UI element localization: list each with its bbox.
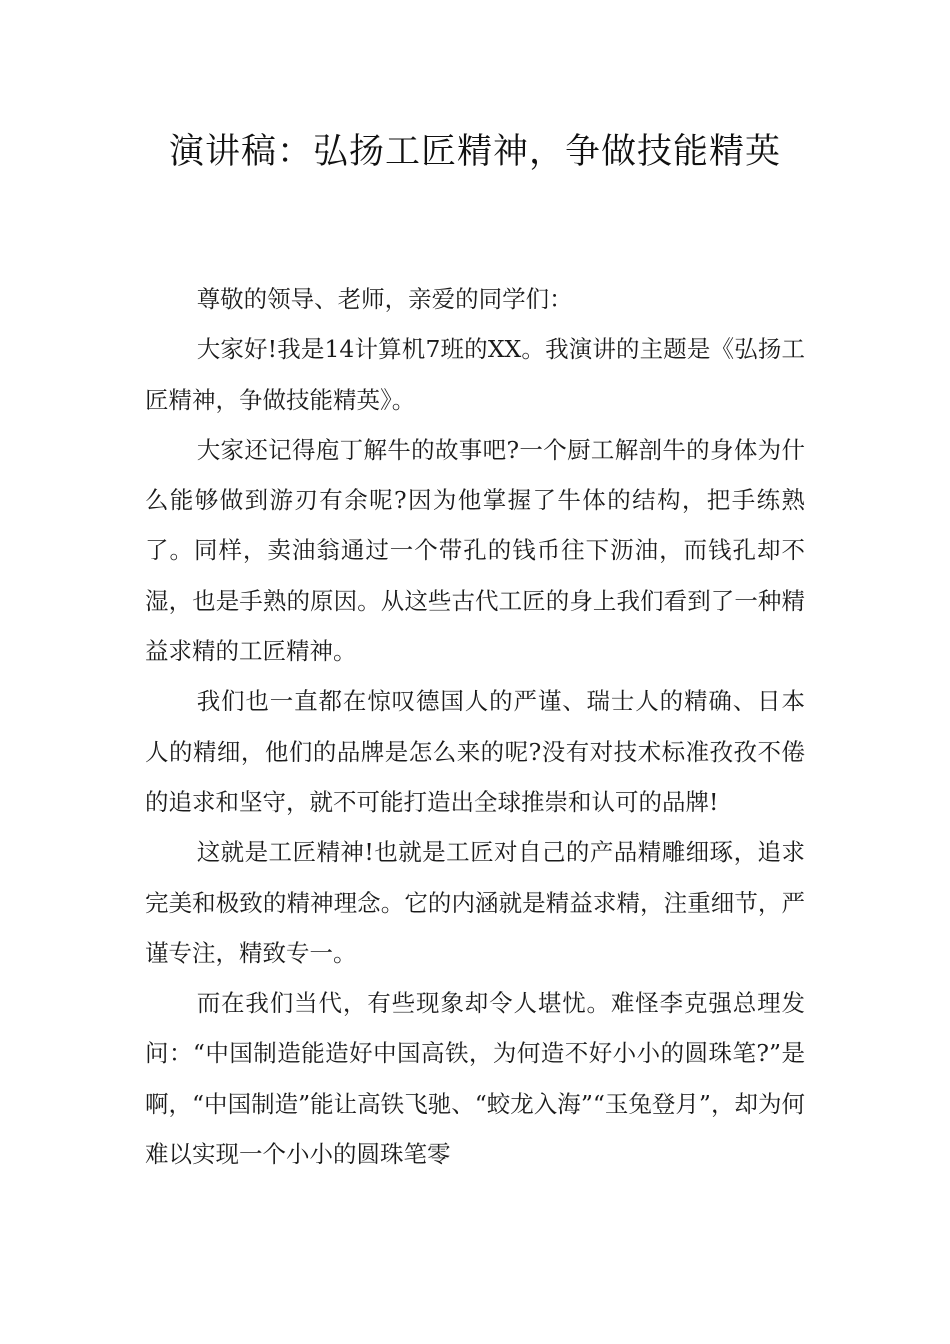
body-paragraph: 而在我们当代，有些现象却令人堪忧。难怪李克强总理发问：“中国制造能造好中国高铁，为何造不好小小的圆珠笔?”是啊，“中国制造”能让高铁飞驰、“蛟龙入海”“玉兔登月”，却为何难以实现一个小小的圆珠笔零 <box>145 989 805 1169</box>
body-paragraph: 大家还记得庖丁解牛的故事吧?一个厨工解剖牛的身体为什么能够做到游刃有余呢?因为他掌握了牛体的结构，把手练熟了。同样，卖油翁通过一个带孔的钱币往下沥油，而钱孔却不湿，也是手熟的原因。从这些古代工匠的身上我们看到了一种精益求精的工匠精神。 <box>145 435 805 666</box>
intro-paragraph: 大家好!我是14计算机7班的XX。我演讲的主题是《弘扬工匠精神，争做技能精英》。 <box>145 335 805 414</box>
document-title: 演讲稿：弘扬工匠精神，争做技能精英 <box>168 132 781 172</box>
body-paragraph: 这就是工匠精神!也就是工匠对自己的产品精雕细琢，追求完美和极致的精神理念。它的内涵就是精益求精，注重细节，严谨专注，精致专一。 <box>145 838 805 967</box>
document-body <box>145 274 805 1179</box>
salutation-paragraph: 尊敬的领导、老师，亲爱的同学们： <box>196 285 573 313</box>
body-paragraph: 我们也一直都在惊叹德国人的严谨、瑞士人的精确、日本人的精细，他们的品牌是怎么来的呢?没有对技术标准孜孜不倦的追求和坚守，就不可能打造出全球推崇和认可的品牌! <box>145 687 805 816</box>
